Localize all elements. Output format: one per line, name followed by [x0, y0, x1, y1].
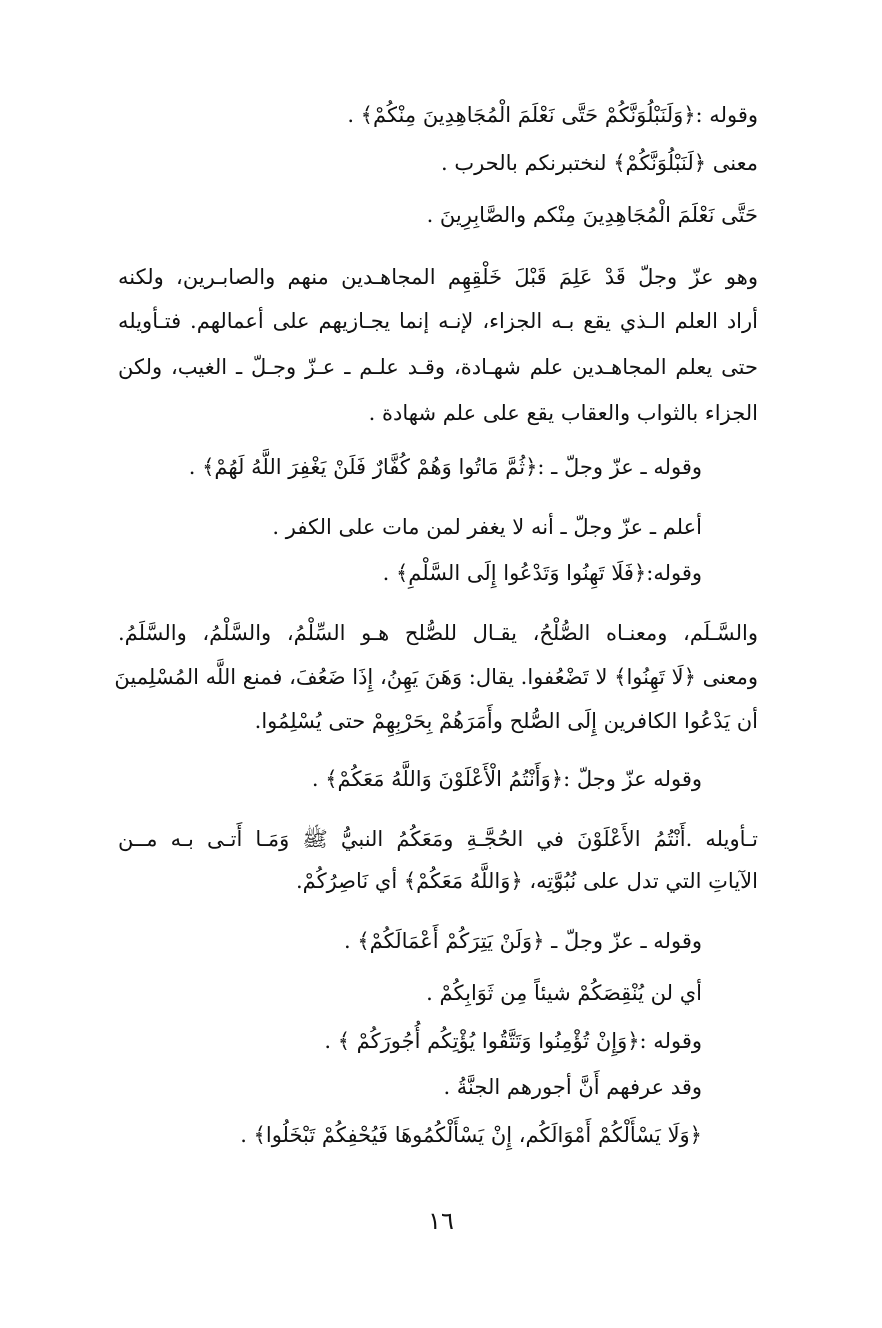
text-line: وقوله عزّ وجلّ :﴿وَأَنْتُمُ الْأَعْلَوْنَ وَاللَّهُ مَعَكُمْ﴾ . [311, 767, 702, 791]
text-line: وقوله ـ عزّ وجلّ ـ ﴿وَلَنْ يَتِرَكُمْ أَعْمَالَكُمْ﴾ . [344, 929, 702, 953]
text-line: ﴿وَلَا يَسْأَلْكُمْ أَمْوَالَكُم، إِنْ يَسْأَلْكُمُوهَا فَيُحْفِكُمْ تَبْخَلُوا﴾ . [240, 1123, 702, 1147]
text-line: وقوله ـ عزّ وجلّ ـ :﴿ثُمَّ مَاتُوا وَهُمْ كُفَّارٌ فَلَنْ يَغْفِرَ اللَّهُ لَهُمْ﴾ . [188, 455, 702, 479]
text-line: والسَّـلَم، ومعنـاه الصُّلْحُ، يقـال للصُّلح هـو السِّلْمُ، والسَّلْمُ، والسَّلَمُ. [118, 621, 758, 645]
text-line: الجزاء بالثواب والعقاب يقع على علم شهادة . [368, 401, 758, 425]
text-line: وقد عرفهم أَنَّ أجورهم الجنَّةُ . [443, 1075, 702, 1099]
text-line: حتى يعلم المجاهـدين علم شهـادة، وقـد علـم ـ عـزّ وجـلّ ـ الغيب، ولكن [118, 355, 758, 379]
text-line: أراد العلم الـذي يقع بـه الجزاء، لإنـه إنما يجـازيهم على أعمالهم. فتـأويله [118, 309, 758, 333]
text-line: معنى ﴿لَنَبْلُوَنَّكُمْ﴾ لنختبرنكم بالحرب . [440, 151, 758, 175]
text-line: حَتَّى نَعْلَمَ الْمُجَاهِدِينَ مِنْكم والصَّابِرِينَ . [426, 203, 758, 227]
text-line: ومعنى ﴿لَا تَهِنُوا﴾ لا تَضْعُفوا. يقال: وَهَنَ يَهِنُ، إِذَا ضَعُفَ، فمنع اللَّه المُسْلِمينَ [114, 665, 758, 689]
text-line: أعلم ـ عزّ وجلّ ـ أنه لا يغفر لمن مات على الكفر . [272, 515, 702, 539]
text-line: وقوله :﴿وَإِنْ تُؤْمِنُوا وَتَتَّقُوا يُؤْتِكُم أُجُورَكُمْ ﴾ . [324, 1029, 702, 1053]
text-line: وقوله:﴿فَلَا تَهِنُوا وَتَدْعُوا إِلَى السَّلْمِ﴾ . [382, 561, 702, 585]
text-line: أن يَدْعُوا الكافرين إِلَى الصُّلح وأَمَرَهُمْ بِحَرْبِهِمْ حتى يُسْلِمُوا. [254, 709, 758, 733]
text-line: وهو عزّ وجلّ قَدْ عَلِمَ قَبْلَ خَلْقِهِم المجاهـدين منهم والصابـرين، ولكنه [118, 265, 758, 289]
text-line: الآياتِ التي تدل على نُبُوَّتِه، ﴿وَاللَّهُ مَعَكُمْ﴾ أي نَاصِرُكُمْ. [295, 869, 758, 893]
page-number: ١٦ [428, 1207, 454, 1235]
text-line: أي لن يُنْقِصَكُمْ شيئاً مِن ثَوَابِكُمْ . [426, 981, 702, 1005]
text-line: وقوله :﴿وَلَنَبْلُوَنَّكُمْ حَتَّى نَعْلَمَ الْمُجَاهِدِينَ مِنْكُمْ﴾ . [347, 103, 758, 127]
text-line: تـأويله .أَنْتُمُ الأَعْلَوْنَ في الحُجَّـةِ ومَعَكُمُ النبيُّ ﷺ وَمَـا أَتـى بـه مــن [118, 827, 758, 851]
